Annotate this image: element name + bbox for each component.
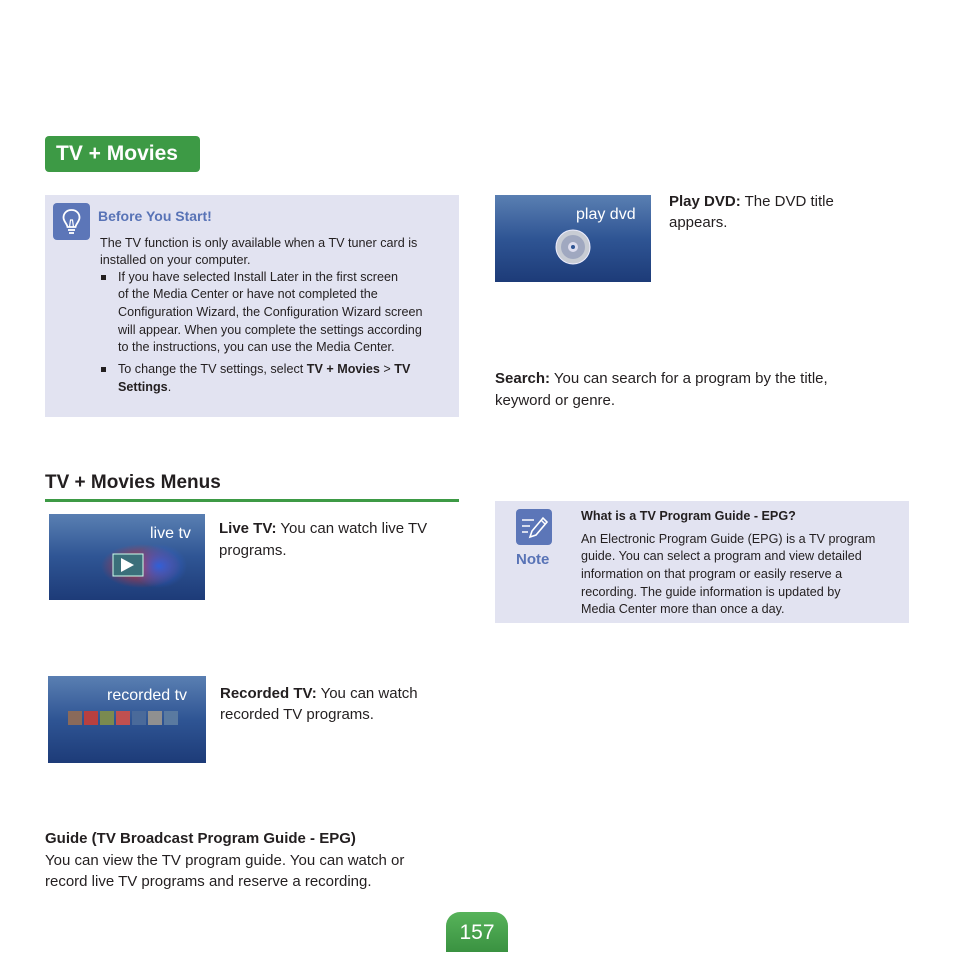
note-line-1: An Electronic Program Guide (EPG) is a TV program — [581, 532, 876, 546]
live-tv-label: live tv — [150, 525, 191, 542]
recorded-tv-line-1: Recorded TV: You can watch — [220, 685, 418, 702]
note-line-2: guide. You can select a program and view detailed — [581, 549, 862, 563]
play-dvd-label: play dvd — [576, 206, 636, 223]
page-number: 157 — [446, 912, 508, 952]
bullet-1-line-3: Configuration Wizard, the Configuration Wizard screen — [118, 305, 423, 319]
bullet-2-line-2: Settings. — [118, 380, 172, 394]
menus-divider — [45, 499, 459, 502]
recorded-tv-line-2: recorded TV programs. — [220, 706, 374, 723]
bullet-2-icon — [101, 367, 106, 372]
note-line-3: information on that program or easily reserve a — [581, 567, 843, 581]
live-tv-screenshot — [49, 514, 205, 600]
intro-line-1: The TV function is only available when a TV tuner card is — [100, 236, 418, 250]
bullet-1-line-4: will appear. When you complete the settings according — [118, 323, 422, 337]
play-dvd-line-1: Play DVD: The DVD title — [669, 193, 834, 210]
live-tv-line-1: Live TV: You can watch live TV — [219, 520, 428, 537]
guide-line-1: You can view the TV program guide. You can watch or — [45, 852, 405, 869]
recorded-tv-screenshot — [48, 676, 206, 763]
bullet-2-line-1: To change the TV settings, select TV + Movies > TV — [118, 362, 411, 376]
bullet-1-line-2: of the Media Center or have not completed the — [118, 287, 378, 301]
guide-line-2: record live TV programs and reserve a recording. — [45, 873, 372, 890]
before-start-heading: Before You Start! — [98, 208, 212, 224]
note-line-4: recording. The guide information is updated by — [581, 585, 841, 599]
recorded-tv-label: recorded tv — [107, 687, 188, 704]
menus-title: TV + Movies Menus — [45, 472, 221, 493]
lightbulb-icon — [53, 203, 90, 240]
pencil-note-icon — [516, 509, 552, 545]
note-heading: What is a TV Program Guide - EPG? — [581, 509, 796, 523]
search-line-1: Search: You can search for a program by the title, — [495, 370, 828, 387]
note-label: Note — [516, 551, 550, 568]
note-line-5: Media Center more than once a day. — [581, 602, 785, 616]
intro-line-2: installed on your computer. — [100, 253, 251, 267]
search-line-2: keyword or genre. — [495, 392, 616, 409]
bullet-1-icon — [101, 275, 106, 280]
play-dvd-line-2: appears. — [669, 214, 728, 231]
guide-heading: Guide (TV Broadcast Program Guide - EPG) — [45, 830, 356, 847]
play-dvd-screenshot — [495, 195, 651, 282]
bullet-1-line-1: If you have selected Install Later in the first screen — [118, 270, 399, 284]
section-title: TV + Movies — [45, 136, 200, 172]
bullet-1-line-5: to the instructions, you can use the Media Center. — [118, 340, 395, 354]
live-tv-line-2: programs. — [219, 542, 287, 559]
